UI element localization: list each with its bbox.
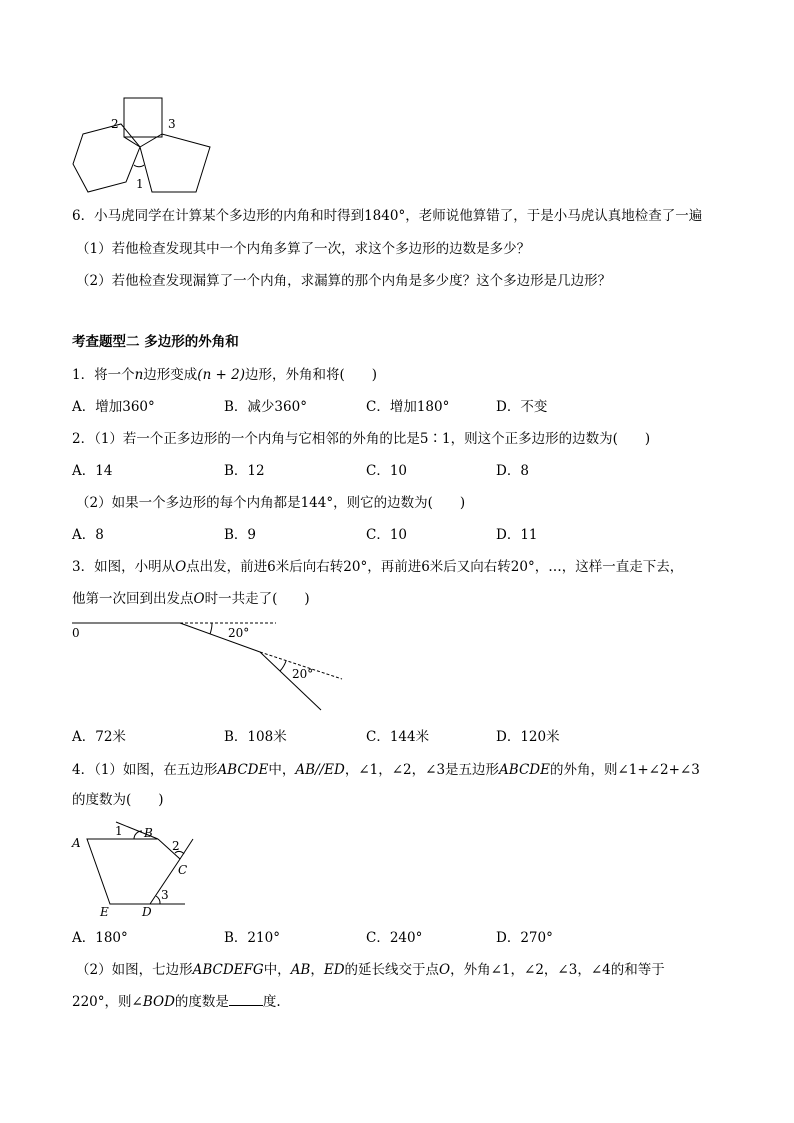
connector-line-left [124,137,140,147]
q3-option-c[interactable]: C．144米 [366,729,430,745]
q4-options [72,929,712,947]
q1-var-n: n [134,367,144,383]
q3-line1 [72,558,683,576]
label-3: 3 [168,117,176,131]
q4-option-c[interactable]: C．240° [366,930,423,946]
angle-1-label: 1 [115,824,123,838]
q6-sub1: （1）若他检查发现其中一个内角多算了一次，求这个多边形的边数是多少？ [76,241,531,257]
q2-options2 [72,526,712,544]
q1-option-c[interactable]: C．增加180° [366,399,450,415]
q3-option-b[interactable]: B．108米 [224,729,287,745]
q2-part2: （2）如果一个多边形的每个内角都是144°，则它的边数为( ) [76,495,466,511]
walking-path-figure [70,617,360,712]
q1-options [72,398,712,416]
q4-ab: AB [290,962,311,978]
section-title: 考查题型二 多边形的外角和 [72,334,239,350]
q4-option-b[interactable]: B．210° [224,930,280,946]
q4-o: O [439,962,451,978]
angle-3-arc [156,896,160,904]
q3-line2-a: 他第一次回到出发点 [72,591,194,607]
extension-line-bc [180,839,193,859]
pentagon-figure [72,817,202,917]
angle-3-label: 3 [161,888,169,902]
q1-option-b[interactable]: B．减少360° [224,399,307,415]
q4-ab-ed: AB//ED [295,762,345,778]
q4-line1-a: 4．（1）如图，在五边形 [72,762,218,778]
angle-2-label: 2 [172,839,180,853]
label-1: 1 [136,177,144,191]
q3-line2-b: 时一共走了( ) [204,591,310,607]
q4-part2-line2 [72,993,281,1011]
q3-line2 [72,590,310,608]
q2-2-option-c[interactable]: C．10 [366,527,408,543]
q2-1-option-d[interactable]: D．8 [496,463,529,479]
vertex-b-label: B [144,826,153,840]
q4-line1 [72,761,700,779]
q2-options1 [72,462,712,480]
q3-option-a[interactable]: A．72米 [72,729,126,745]
label-2: 2 [111,117,119,131]
q2-1-option-c[interactable]: C．10 [366,463,408,479]
q4-line1-c: ，∠1，∠2，∠3是五边形 [344,762,500,778]
polygons-figure [70,95,220,195]
q4-line1-d: 的外角，则∠1+∠2+∠3 [549,762,700,778]
q4-pent-2: ABCDE [499,762,550,778]
q4-p2-line2-b: 的度数是 [174,994,229,1010]
q4-p2-a: （2）如图，七边形 [76,962,193,978]
angle-arc-2 [280,661,286,671]
q6-sub2: （2）若他检查发现漏算了一个内角，求漏算的那个内角是多少度？这个多边形是几边形？ [76,273,612,289]
angle-label-1: 20° [228,626,250,640]
q4-p2-b: 中， [263,962,291,978]
q4-bod: BOD [142,994,175,1010]
q1-stem-b: 边形变成 [143,367,198,383]
q4-p2-d: 的延长线交于点 [344,962,440,978]
q2-2-option-d[interactable]: D．11 [496,527,538,543]
q3-line1-a: 3．如图，小明从 [72,559,176,575]
q1-option-d[interactable]: D．不变 [496,399,548,415]
q1-option-a[interactable]: A．增加360° [72,399,155,415]
vertex-e-label: E [100,905,109,919]
q2-2-option-a[interactable]: A．8 [72,527,104,543]
q4-p2-e: ，外角∠1，∠2，∠3，∠4的和等于 [450,962,665,978]
path-segment-3 [260,652,321,710]
q2-2-option-b[interactable]: B．9 [224,527,257,543]
vertex-a-label: A [72,836,81,850]
angle-1-arc [134,165,144,167]
q2-1-option-a[interactable]: A．14 [72,463,113,479]
q2-part1: 2．（1）若一个正多边形的一个内角与它相邻的外角的比是5∶1，则这个正多边形的边数为( ) [72,431,651,447]
q3-line1-b: 点出发，前进6米后向右转20°，再前进6米后又向右转20°，…，这样一直走下去， [186,559,684,575]
square-shape [124,98,162,137]
hexagon-shape [73,124,140,192]
q4-hept: ABCDEFG [192,962,264,978]
pentagon-shape [140,134,210,192]
q4-option-a[interactable]: A．180° [72,930,128,946]
vertex-c-label: C [178,863,188,877]
angle-arc-1 [210,623,212,634]
start-label: 0 [72,626,80,640]
q3-options [72,728,712,746]
q4-option-d[interactable]: D．270° [496,930,553,946]
q3-var-o: O [175,559,187,575]
vertex-d-label: D [142,905,152,919]
q4-p2-line2-c: 度. [262,994,281,1010]
q4-line1-b: 中， [268,762,296,778]
q1-stem [72,366,377,384]
answer-blank[interactable] [229,993,263,1006]
q3-option-d[interactable]: D．120米 [496,729,560,745]
angle-label-2: 20° [292,667,314,681]
q4-p2-c: ， [310,962,324,978]
q4-ed: ED [323,962,345,978]
q4-line2: 的度数为( ) [72,792,164,808]
q3-var-o-2: O [193,591,205,607]
q6-stem: 6．小马虎同学在计算某个多边形的内角和时得到1840°，老师说他算错了，于是小马虎认真地检查了一遍 [72,208,703,224]
q4-pent: ABCDE [217,762,269,778]
q1-stem-c: 边形，外角和将( ) [245,367,378,383]
q4-p2-line2-a: 220°，则∠ [72,994,143,1010]
q1-stem-a: 1．将一个 [72,367,135,383]
q1-expr: (n + 2) [197,367,246,383]
q2-1-option-b[interactable]: B．12 [224,463,265,479]
q4-part2-line1 [76,961,665,979]
